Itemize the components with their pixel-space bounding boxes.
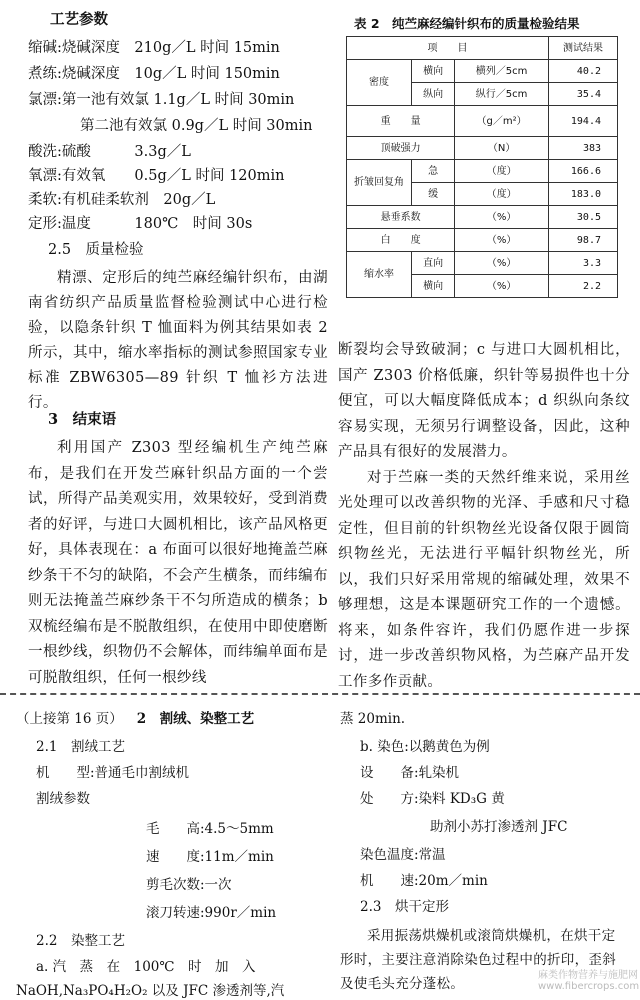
table-row: [347, 229, 618, 252]
process-step: 氧漂:: [28, 168, 62, 184]
section-2-1-heading: 2.1 割绒工艺: [36, 739, 125, 755]
params-line: 割绒参数: [36, 791, 90, 807]
dir-cell: 直向: [412, 252, 455, 275]
process-step: 氯漂:: [28, 92, 62, 108]
value-cell: 183.0: [549, 183, 618, 206]
process-row: [28, 166, 284, 186]
process-detail: 烧碱深度 10g／L 时间 150min: [61, 66, 280, 82]
value-cell: 3.3: [549, 252, 618, 275]
table-row: [347, 137, 618, 160]
section-3-body: [28, 436, 328, 691]
process-detail: 有效氧 0.5g／L 时间 120min: [61, 168, 285, 184]
unit-cell: （%）: [455, 229, 549, 252]
section-2-5-heading: 2.5 质量检验: [48, 242, 144, 258]
paragraph: 利用国产 Z303 型经编机生产纯苎麻布，是我们在开发苎麻针织品方面的一个尝试，所得产品美观实用，效果较好，受到消费者的好评，与进口大圆机相比，该产品风格更好，具体表现在：a 布面可以很好地掩盖苎麻纱条干不匀的缺陷，不会产生横条，而纬编布则无法掩盖苎麻纱条干不匀所造成的横条；b 双梳经编布是不脱散组织，在使用中即使磨断一根纱线，织物仍不会解体，而纬编单面布是可脱散组织，任何一根纱线: [28, 440, 328, 686]
dir-cell: 纵向: [412, 83, 455, 106]
watermark: [538, 966, 639, 992]
table-row: [347, 252, 618, 275]
value-cell: 2.2: [549, 275, 618, 298]
steam-line: NaOH,Na₃PO₄H₂O₂ 以及 JFC 渗透剂等,汽: [16, 983, 285, 999]
table-row: [347, 106, 618, 137]
process-step: 柔软:: [28, 192, 62, 208]
unit-cell: （g／m²）: [455, 106, 549, 137]
value-cell: 98.7: [549, 229, 618, 252]
table-row: [347, 60, 618, 83]
paragraph: 精漂、定形后的纯苎麻经编针织布，由湖南省纺织产品质量监督检验测试中心进行检验，以隐条针织 T 恤面料为例其结果如表 2 所示，其中，缩水率指标的测试参照国家专业标准 ZBW6305—89 针织 T 恤衫方法进行。: [28, 270, 328, 411]
paragraph: 断裂均会导致破洞；c 与进口大圆机相比，国产 Z303 价格低廉，织针等易损件也十分便宜，可以大幅度降低成本；d 织纵向条纹容易实现，无须另行调整设备，因此，这种产品具有很好的发展潜力。: [338, 342, 630, 460]
group-label: 缩水率: [347, 252, 412, 298]
quality-results-table: [346, 36, 618, 298]
process-detail: 有机硅柔软剂 20g／L: [61, 192, 216, 208]
param-line: 速 度:11m／min: [146, 849, 274, 865]
bottom-right-line: b. 染色:以鹅黄色为例: [360, 739, 490, 755]
process-step: 煮练:: [28, 66, 62, 82]
bottom-right-line: 处 方:染料 KD₃G 黄: [360, 791, 505, 807]
process-detail: 温度 180℃ 时间 30s: [61, 216, 253, 232]
process-row: [28, 142, 191, 162]
process-row: [80, 116, 312, 136]
bottom-right-line: 蒸 20min.: [340, 711, 406, 727]
label-cell: 悬垂系数: [347, 206, 455, 229]
value-cell: 383: [549, 137, 618, 160]
label-cell: 重 量: [347, 106, 455, 137]
label-cell: 白 度: [347, 229, 455, 252]
value-cell: 35.4: [549, 83, 618, 106]
process-detail: 烧碱深度 210g／L 时间 15min: [61, 40, 280, 56]
unit-cell: 纵行／5cm: [455, 83, 549, 106]
table-row: [347, 160, 618, 183]
process-row: [28, 190, 215, 210]
header-item: 项 目: [347, 37, 549, 60]
bottom-right-line: 设 备:轧染机: [360, 765, 460, 781]
section-2-5-body: [28, 266, 328, 416]
section-3-heading: 3 结束语: [48, 411, 117, 428]
param-line: 毛 高:4.5～5mm: [146, 821, 274, 837]
table-caption: 表 2 纯苎麻经编针织布的质量检验结果: [354, 16, 580, 31]
value-cell: 194.4: [549, 106, 618, 137]
unit-cell: （N）: [455, 137, 549, 160]
watermark-line: 麻类作物营养与施肥网: [538, 970, 638, 981]
process-step: 缩碱:: [28, 40, 62, 56]
dir-cell: 横向: [412, 275, 455, 298]
bottom-right-line: 染色温度:常温: [360, 847, 446, 863]
continued-header: [16, 710, 254, 728]
steam-line: a. 汽 蒸 在 100℃ 时 加 入: [36, 959, 256, 975]
process-detail: 第一池有效氯 1.1g／L 时间 30min: [61, 92, 295, 108]
right-column-text: [338, 338, 630, 695]
process-detail: 硫酸 3.3g／L: [61, 144, 191, 160]
process-params-title: 工艺参数: [50, 11, 108, 28]
continued-note: （上接第 16 页）: [16, 711, 123, 727]
dir-cell: 急: [412, 160, 455, 183]
unit-cell: 横列／5cm: [455, 60, 549, 83]
process-step: 酸洗:: [28, 144, 62, 160]
process-row: [28, 64, 280, 84]
dir-cell: 横向: [412, 60, 455, 83]
unit-cell: （度）: [455, 160, 549, 183]
section-2-2-heading: 2.2 染整工艺: [36, 933, 125, 949]
process-row: [28, 38, 280, 58]
unit-cell: （度）: [455, 183, 549, 206]
bottom-right-line: 助剂小苏打渗透剂 JFC: [430, 819, 568, 835]
machine-line: 机 型:普通毛巾割绒机: [36, 765, 190, 781]
value-cell: 40.2: [549, 60, 618, 83]
paragraph: 采用振荡烘燥机或滚筒烘燥机，在烘干定形时，主要注意消除染色过程中的折印，歪斜及使毛头充分蓬松。: [340, 928, 616, 992]
value-cell: 30.5: [549, 206, 618, 229]
section-2-heading: 2 割绒、染整工艺: [136, 711, 255, 727]
process-row: [28, 214, 252, 234]
param-line: 滚刀转速:990r／min: [146, 905, 277, 921]
section-2-3-heading: 2.3 烘干定形: [360, 899, 449, 915]
unit-cell: （%）: [455, 206, 549, 229]
unit-cell: （%）: [455, 275, 549, 298]
section-divider: [0, 693, 640, 695]
dir-cell: 缓: [412, 183, 455, 206]
quality-table: [346, 36, 618, 298]
unit-cell: （%）: [455, 252, 549, 275]
watermark-line: www.fibercrops.com: [538, 981, 640, 992]
process-step: 定形:: [28, 216, 62, 232]
group-label: 密度: [347, 60, 412, 106]
value-cell: 166.6: [549, 160, 618, 183]
label-cell: 顶破强力: [347, 137, 455, 160]
bottom-right-line: 机 速:20m／min: [360, 873, 488, 889]
table-header-row: [347, 37, 618, 60]
group-label: 折皱回复角: [347, 160, 412, 206]
param-line: 剪毛次数:一次: [146, 877, 232, 893]
table-row: [347, 206, 618, 229]
paragraph: 对于苎麻一类的天然纤维来说，采用丝光处理可以改善织物的光泽、手感和尺寸稳定性，但目前的针织物丝光设备仅限于圆筒织物丝光，无法进行平幅针织物丝光，所以，我们只好采用常规的缩碱处理，效果不够理想，这是本课题研究工作的一个遗憾。将来，如条件容许，我们仍愿作进一步探讨，进一步改善织物风格，为苎麻产品开发工作多作贡献。: [338, 469, 630, 690]
process-row: [28, 90, 294, 110]
process-detail: 第二池有效氯 0.9g／L 时间 30min: [80, 118, 313, 134]
header-result: 测试结果: [549, 37, 618, 60]
